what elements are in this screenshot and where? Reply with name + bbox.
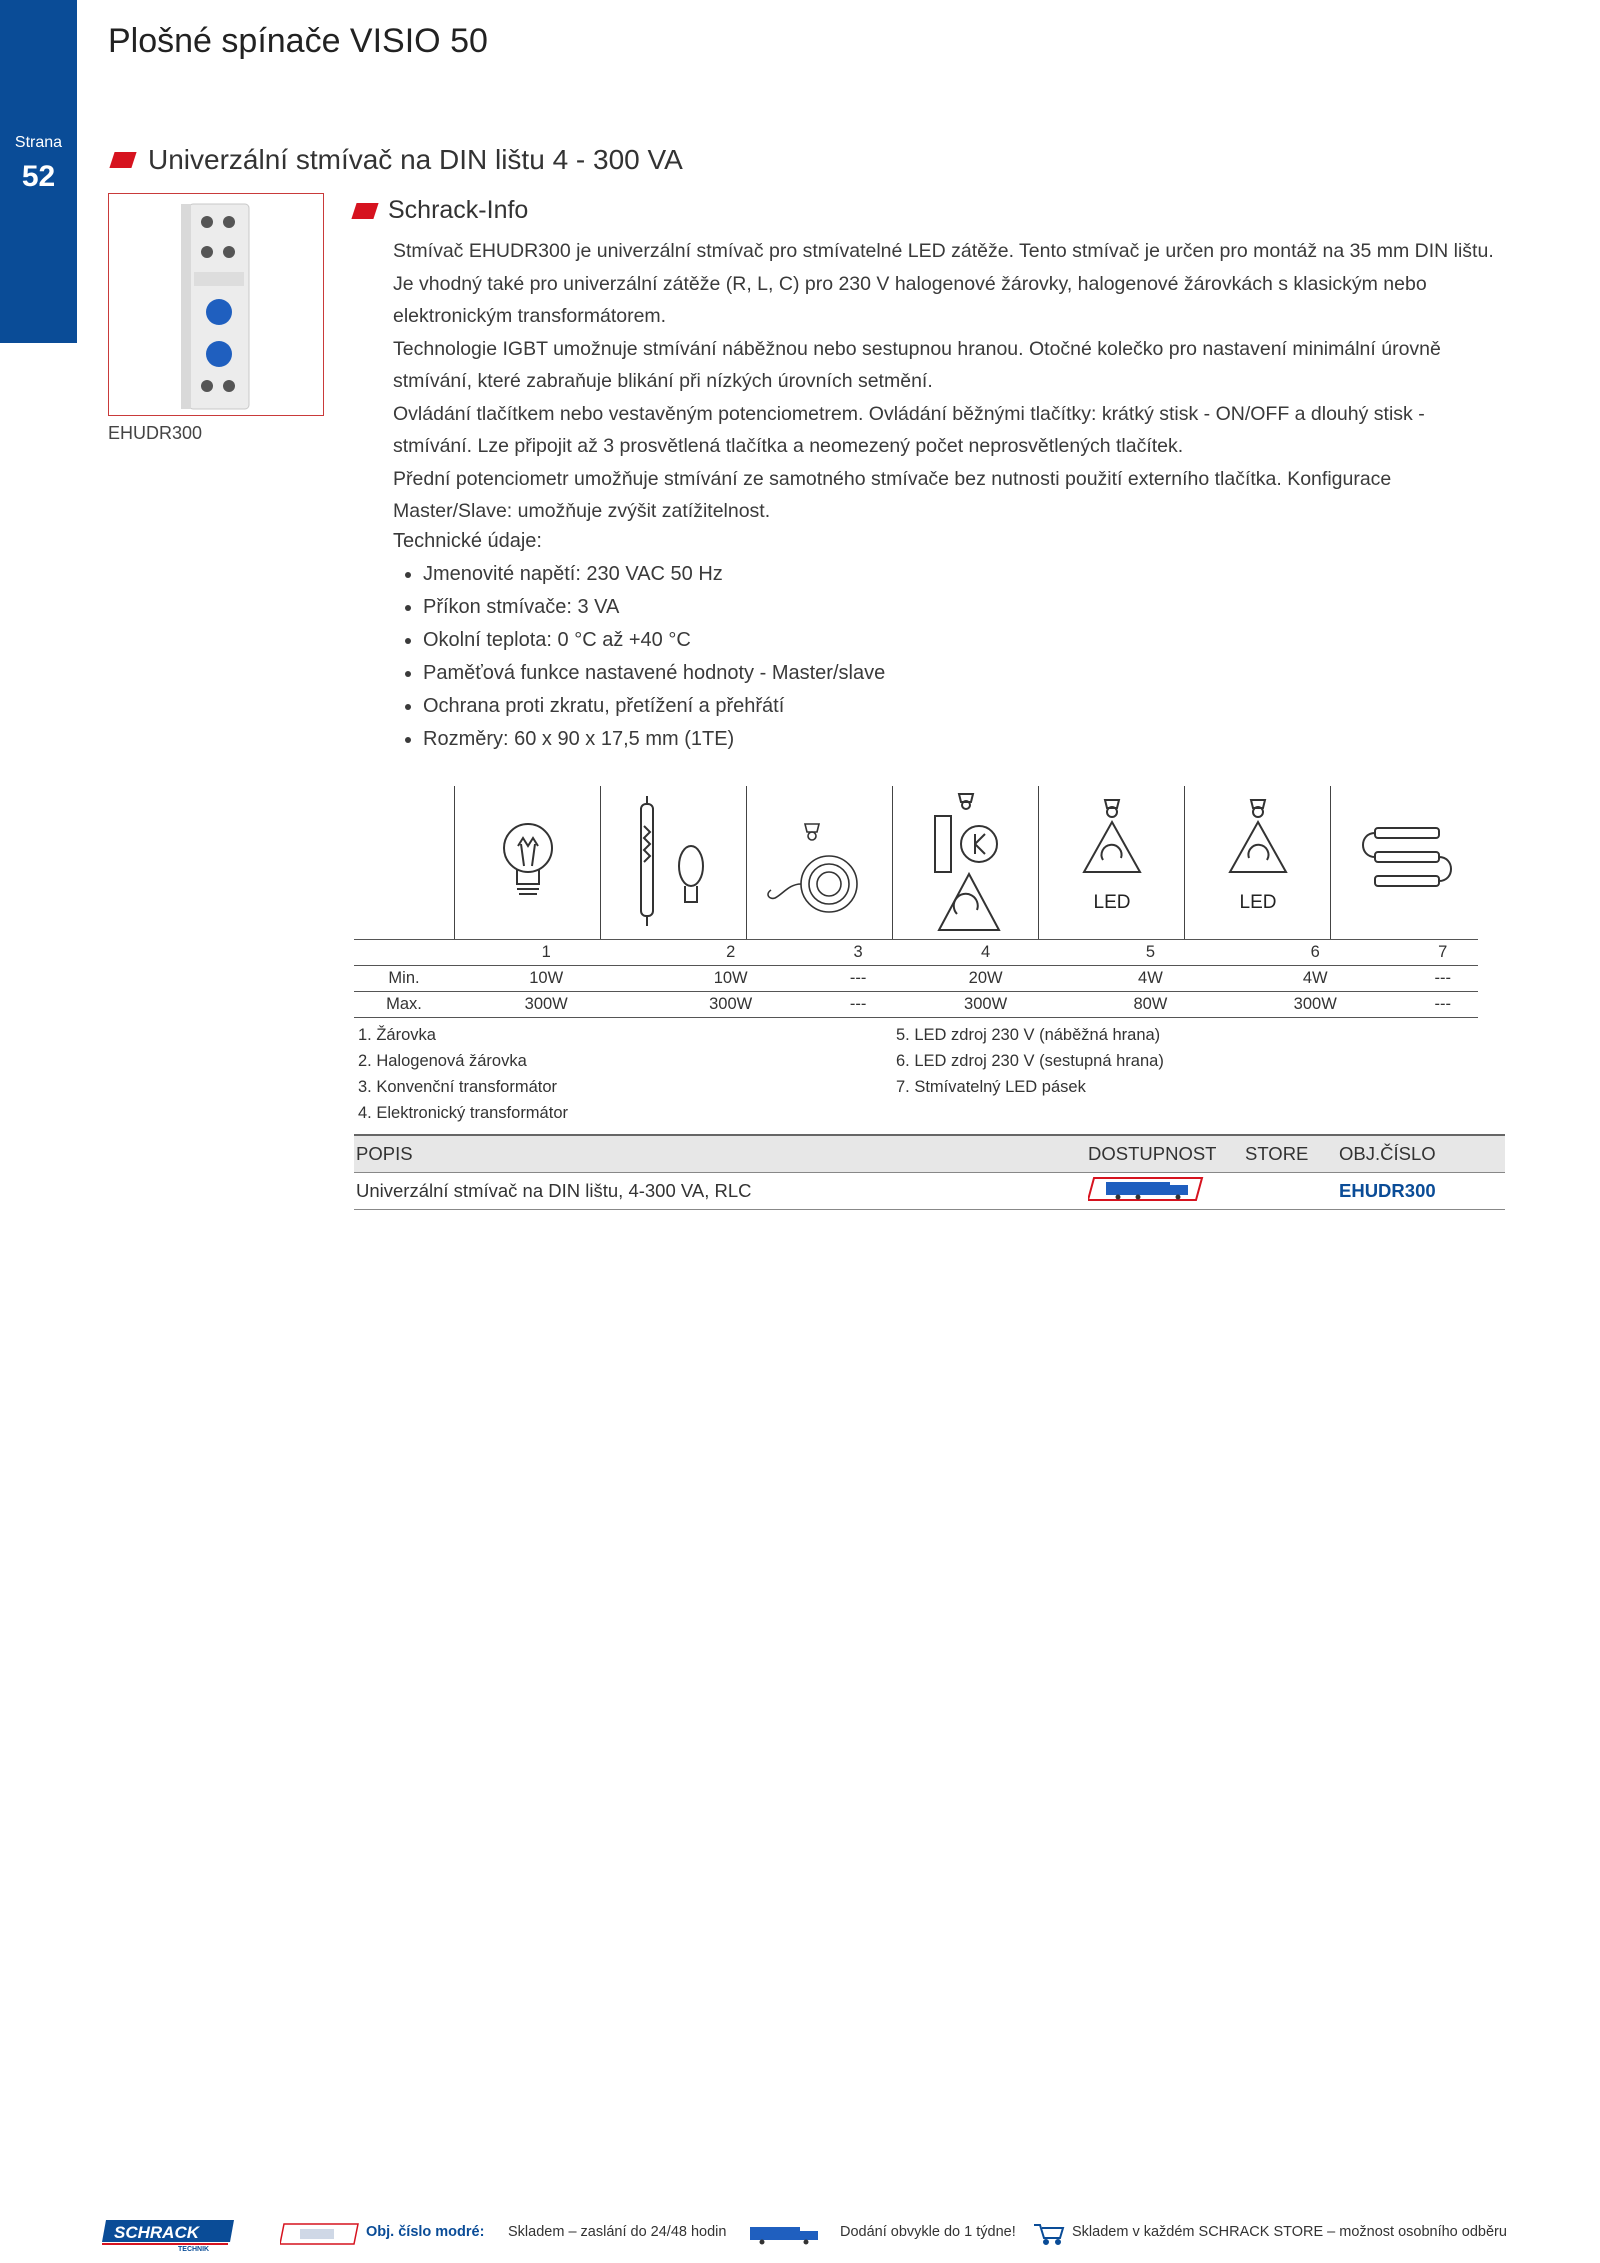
load-icon-cell	[454, 786, 600, 939]
led-trailing-edge-icon	[1185, 786, 1331, 939]
table-cell: ---	[823, 966, 894, 992]
table-cell: 300W	[454, 992, 638, 1018]
shopping-cart-icon	[1032, 2222, 1066, 2246]
legend-item: 4. Elektronický transformátor	[358, 1104, 568, 1122]
tech-item: • Ochrana proti zkratu, přetížení a přehřátí	[423, 690, 885, 723]
product-image-frame	[108, 193, 324, 416]
legend-item: 1. Žárovka	[358, 1026, 436, 1044]
header-code: OBJ.ČÍSLO	[1337, 1135, 1505, 1173]
header-desc: POPIS	[354, 1135, 1086, 1173]
info-flag-icon	[351, 203, 378, 219]
section-heading-text: Univerzální stmívač na DIN lištu 4 - 300 VA	[148, 144, 683, 175]
table-cell: 5	[1078, 940, 1223, 966]
schrack-logo-icon	[100, 2218, 240, 2252]
product-code-label: EHUDR300	[108, 423, 203, 443]
info-paragraph: Stmívač EHUDR300 je univerzální stmívač pro stmívatelné LED zátěže. Tento stmívač je určen pro montáž na 35 mm DIN lištu. Je vhodný také pro univerzální zátěže (R, L, C) pro 230 V halogenové žárovky, halogenové žárovkách s klasickým nebo elektronickým transformátorem.	[393, 240, 1494, 327]
tech-item: • Okolní teplota: 0 °C až +40 °C	[423, 624, 885, 657]
info-paragraph: Ovládání tlačítkem nebo vestavěným potenciometrem. Ovládání běžnými tlačítky: krátký stisk - ON/OFF a dlouhý stisk - stmívání. Lze připojit až 3 prosvětlená tlačítka a neomezený počet neprosvětlených tlačítek.	[393, 402, 1425, 457]
section-heading	[112, 144, 683, 176]
table-row	[354, 940, 1478, 966]
load-icons-row	[354, 786, 1478, 939]
table-cell	[354, 940, 454, 966]
tech-item: • Paměťová funkce nastavené hodnoty - Master/slave	[423, 657, 885, 690]
footer-truck-text: Dodání obvykle do 1 týdne!	[840, 2224, 1016, 2240]
tech-item: • Rozměry: 60 x 90 x 17,5 mm (1TE)	[423, 723, 885, 756]
legend-item: 2. Halogenová žárovka	[358, 1052, 527, 1070]
footer-store-text: Skladem v každém SCHRACK STORE – možnost osobního odběru	[1072, 2224, 1507, 2240]
load-icon-cell	[1038, 786, 1184, 939]
load-icon-cell	[1330, 786, 1476, 939]
load-icon-cell	[600, 786, 746, 939]
led-label: LED	[1239, 892, 1277, 913]
legend-item: 7. Stmívatelný LED pásek	[896, 1078, 1086, 1096]
page-side-label: Strana	[14, 134, 63, 151]
order-code: EHUDR300	[1337, 1173, 1505, 1210]
table-cell: ---	[1407, 992, 1478, 1018]
table-cell: 4W	[1223, 966, 1407, 992]
schrack-logo	[100, 2218, 240, 2256]
table-cell: 300W	[1223, 992, 1407, 1018]
delivery-truck-icon	[1088, 1174, 1208, 1204]
table-row	[354, 966, 1478, 992]
legend-right	[896, 1022, 1164, 1100]
table-cell: 1	[454, 940, 638, 966]
incandescent-bulb-icon	[455, 786, 601, 939]
tech-list	[393, 558, 885, 756]
order-table	[354, 1134, 1505, 1210]
tech-specs	[393, 525, 885, 756]
conventional-transformer-icon	[747, 786, 893, 939]
header-availability: DOSTUPNOST	[1086, 1135, 1243, 1173]
legend-left	[358, 1022, 568, 1126]
legend-item: 6. LED zdroj 230 V (sestupná hrana)	[896, 1052, 1164, 1070]
delivery-truck-icon	[746, 2222, 826, 2246]
table-cell: 7	[1407, 940, 1478, 966]
info-paragraph: Technologie IGBT umožnuje stmívání náběžnou nebo sestupnou hranou. Otočné kolečko pro nastavení minimální úrovně stmívání, které zabraňuje blikání při nízkých úrovních setmění.	[393, 337, 1441, 392]
max-label: Max.	[354, 992, 454, 1018]
min-label: Min.	[354, 966, 454, 992]
info-heading	[354, 196, 528, 225]
electronic-transformer-icon	[893, 786, 1039, 939]
table-cell: 300W	[638, 992, 822, 1018]
table-cell: 80W	[1078, 992, 1223, 1018]
info-paragraph: Přední potenciometr umožňuje stmívání ze samotného stmívače bez nutnosti použití externího tlačítka. Konfigurace Master/Slave: umožňuje zvýšit zatížitelnost.	[393, 467, 1392, 522]
load-icon-cell	[746, 786, 892, 939]
load-icon-cell	[1184, 786, 1330, 939]
footer-blue-label: Obj. číslo modré:	[366, 2224, 485, 2240]
table-cell: 3	[823, 940, 894, 966]
table-cell: ---	[1407, 966, 1478, 992]
table-cell: 4	[893, 940, 1077, 966]
table-cell: 300W	[893, 992, 1077, 1018]
section-flag-icon	[109, 152, 136, 168]
load-icon-cell	[892, 786, 1038, 939]
load-values-table	[354, 939, 1478, 1018]
table-row	[354, 992, 1478, 1018]
led-strip-icon	[1331, 786, 1477, 939]
led-label: LED	[1093, 892, 1131, 913]
table-cell: ---	[823, 992, 894, 1018]
order-store	[1243, 1173, 1337, 1210]
table-cell: 2	[638, 940, 822, 966]
table-cell: 10W	[638, 966, 822, 992]
availability-cell	[1086, 1173, 1243, 1210]
svg-text:SCHRACK: SCHRACK	[114, 2223, 199, 2242]
page-side-tab	[0, 0, 77, 343]
table-cell: 6	[1223, 940, 1407, 966]
footer	[100, 2222, 1520, 2252]
table-cell: 4W	[1078, 966, 1223, 992]
table-cell: 10W	[454, 966, 638, 992]
halogen-bulb-icon	[601, 786, 747, 939]
tech-heading: Technické údaje:	[393, 530, 542, 552]
page-number: 52	[21, 160, 56, 193]
din-dimmer-icon	[109, 194, 325, 417]
page-title: Plošné spínače VISIO 50	[108, 22, 488, 60]
order-desc: Univerzální stmívač na DIN lištu, 4-300 VA, RLC	[354, 1173, 1086, 1210]
table-row	[354, 1173, 1505, 1210]
legend-item: 5. LED zdroj 230 V (náběžná hrana)	[896, 1026, 1161, 1044]
table-cell: 20W	[893, 966, 1077, 992]
legend-item: 3. Konvenční transformátor	[358, 1078, 558, 1096]
header-store: STORE	[1243, 1135, 1337, 1173]
led-leading-edge-icon	[1039, 786, 1185, 939]
shipping-box-icon	[280, 2222, 360, 2246]
footer-blue-text: Skladem – zaslání do 24/48 hodin	[508, 2224, 727, 2240]
tech-item: • Příkon stmívače: 3 VA	[423, 591, 885, 624]
info-heading-text: Schrack-Info	[388, 196, 529, 224]
order-header-row	[354, 1135, 1505, 1173]
svg-text:TECHNIK: TECHNIK	[178, 2246, 210, 2252]
info-text	[393, 235, 1503, 528]
tech-item: • Jmenovité napětí: 230 VAC 50 Hz	[423, 558, 885, 591]
